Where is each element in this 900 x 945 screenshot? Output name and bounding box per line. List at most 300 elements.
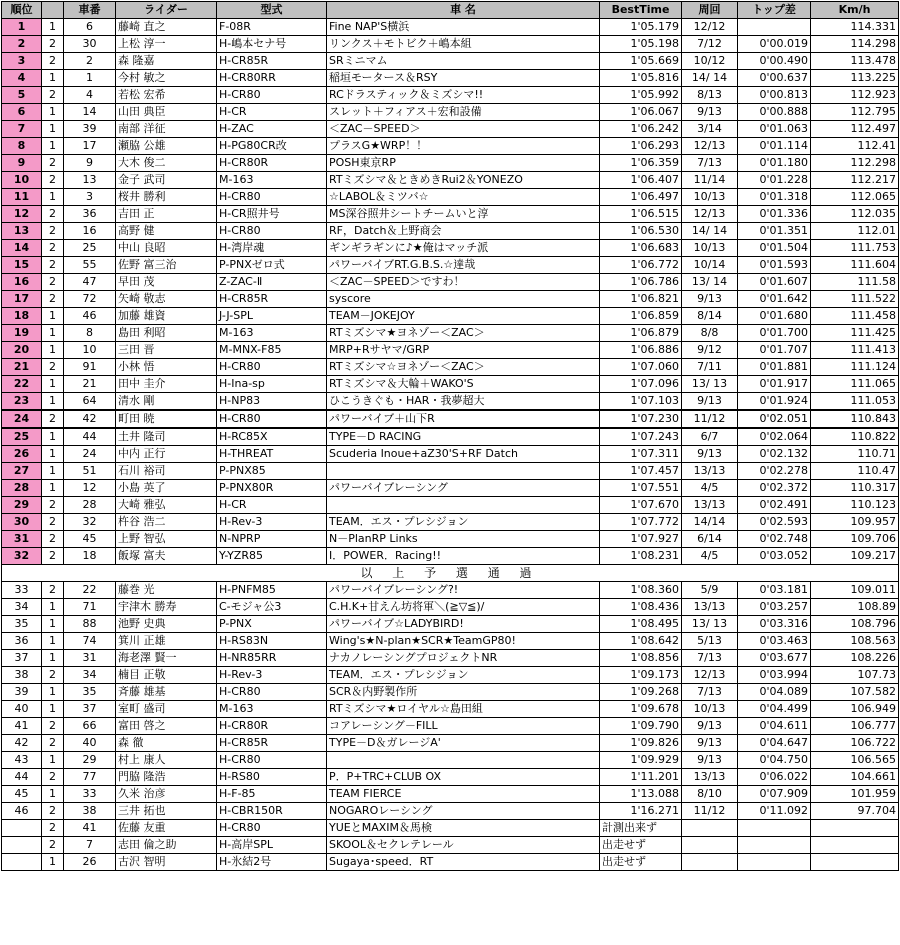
- table-row: [2, 650, 899, 667]
- gap-cell: 0'01.114: [738, 138, 811, 155]
- class-cell: 2: [42, 240, 64, 257]
- class-cell: 1: [42, 308, 64, 325]
- qualified-separator: 以 上 予 選 通 過: [2, 565, 899, 582]
- best-time-cell: 1'09.173: [600, 667, 682, 684]
- best-time-cell: 1'06.067: [600, 104, 682, 121]
- gap-cell: 0'01.707: [738, 342, 811, 359]
- model-cell: H-F-85: [217, 786, 327, 803]
- model-cell: H-CR80: [217, 410, 327, 428]
- rank-cell: 27: [2, 463, 42, 480]
- gap-cell: 0'03.052: [738, 548, 811, 565]
- team-cell: パワーバイブレーシング: [327, 480, 600, 497]
- rank-cell: 13: [2, 223, 42, 240]
- speed-cell: 106.722: [811, 735, 899, 752]
- rider-cell: 久米 治彦: [116, 786, 217, 803]
- best-time-cell: 1'05.179: [600, 19, 682, 36]
- best-time-cell: 1'09.929: [600, 752, 682, 769]
- gap-cell: 0'04.750: [738, 752, 811, 769]
- number-cell: 42: [64, 410, 116, 428]
- laps-cell: 9/13: [682, 752, 738, 769]
- number-cell: 4: [64, 87, 116, 104]
- laps-cell: 13/13: [682, 463, 738, 480]
- model-cell: H-RC85X: [217, 428, 327, 446]
- best-time-cell: 1'06.821: [600, 291, 682, 308]
- model-cell: F-08R: [217, 19, 327, 36]
- model-cell: M-MNX-F85: [217, 342, 327, 359]
- class-cell: 2: [42, 223, 64, 240]
- speed-cell: 107.73: [811, 667, 899, 684]
- rider-cell: 小島 英了: [116, 480, 217, 497]
- speed-cell: 111.053: [811, 393, 899, 411]
- team-cell: パワーバイブレーシング?!: [327, 582, 600, 599]
- class-cell: 1: [42, 70, 64, 87]
- rider-cell: 藤巻 光: [116, 582, 217, 599]
- class-cell: 2: [42, 53, 64, 70]
- number-cell: 29: [64, 752, 116, 769]
- best-time-cell: 1'06.530: [600, 223, 682, 240]
- table-row: [2, 87, 899, 104]
- model-cell: H-PNFM85: [217, 582, 327, 599]
- gap-cell: 0'01.680: [738, 308, 811, 325]
- class-cell: 2: [42, 718, 64, 735]
- class-cell: 1: [42, 786, 64, 803]
- number-cell: 91: [64, 359, 116, 376]
- number-cell: 66: [64, 718, 116, 735]
- table-row: [2, 582, 899, 599]
- model-cell: P-PNX80R: [217, 480, 327, 497]
- gap-cell: [738, 19, 811, 36]
- laps-cell: 11/12: [682, 803, 738, 820]
- table-row: [2, 701, 899, 718]
- class-cell: 2: [42, 531, 64, 548]
- laps-cell: 8/10: [682, 786, 738, 803]
- rank-cell: 5: [2, 87, 42, 104]
- speed-cell: 101.959: [811, 786, 899, 803]
- team-cell: RCドラスティック＆ミズシマ!!: [327, 87, 600, 104]
- laps-cell: 4/5: [682, 480, 738, 497]
- model-cell: H-CR80: [217, 752, 327, 769]
- best-time-cell: 1'05.669: [600, 53, 682, 70]
- model-cell: Y-YZR85: [217, 548, 327, 565]
- rank-cell: 6: [2, 104, 42, 121]
- model-cell: H-氷結2号: [217, 854, 327, 871]
- class-cell: 1: [42, 616, 64, 633]
- laps-cell: 7/13: [682, 155, 738, 172]
- rider-cell: 飯塚 富夫: [116, 548, 217, 565]
- number-cell: 41: [64, 820, 116, 837]
- non-qualified-section: [2, 582, 899, 871]
- table-row: [2, 599, 899, 616]
- class-cell: 2: [42, 291, 64, 308]
- team-cell: N－PlanRP Links: [327, 531, 600, 548]
- table-row: [2, 376, 899, 393]
- team-cell: C.H.K+甘えん坊将軍＼(≧▽≦)/: [327, 599, 600, 616]
- speed-cell: 109.011: [811, 582, 899, 599]
- speed-cell: 108.563: [811, 633, 899, 650]
- gap-cell: 0'00.490: [738, 53, 811, 70]
- number-cell: 31: [64, 650, 116, 667]
- rider-cell: 門脇 隆浩: [116, 769, 217, 786]
- laps-cell: 8/14: [682, 308, 738, 325]
- model-cell: H-CR80R: [217, 155, 327, 172]
- table-row: [2, 497, 899, 514]
- team-cell: POSH東京RP: [327, 155, 600, 172]
- number-cell: 38: [64, 803, 116, 820]
- results-table: [1, 1, 899, 871]
- rank-cell: 42: [2, 735, 42, 752]
- rider-cell: 清水 剛: [116, 393, 217, 411]
- gap-cell: 0'01.180: [738, 155, 811, 172]
- header-laps: 周回: [682, 2, 738, 19]
- team-cell: パワーバイブ＋山下R: [327, 410, 600, 428]
- rank-cell: 28: [2, 480, 42, 497]
- team-cell: RF，Datch＆上野商会: [327, 223, 600, 240]
- header-rider: ライダー: [116, 2, 217, 19]
- best-time-cell: 1'07.230: [600, 410, 682, 428]
- speed-cell: 111.425: [811, 325, 899, 342]
- model-cell: H-Rev-3: [217, 514, 327, 531]
- gap-cell: 0'03.316: [738, 616, 811, 633]
- team-cell: RTミズシマ★ヨネゾー＜ZAC＞: [327, 325, 600, 342]
- model-cell: H-CR: [217, 104, 327, 121]
- team-cell: TEAM－JOKEJOY: [327, 308, 600, 325]
- speed-cell: 104.661: [811, 769, 899, 786]
- gap-cell: 0'03.677: [738, 650, 811, 667]
- best-time-cell: 1'07.927: [600, 531, 682, 548]
- model-cell: H-Ina-sp: [217, 376, 327, 393]
- rider-cell: 田中 圭介: [116, 376, 217, 393]
- model-cell: N-NPRP: [217, 531, 327, 548]
- laps-cell: 10/13: [682, 240, 738, 257]
- laps-cell: 11/14: [682, 172, 738, 189]
- class-cell: 2: [42, 172, 64, 189]
- class-cell: 1: [42, 393, 64, 411]
- best-time-cell: 1'08.642: [600, 633, 682, 650]
- model-cell: P-PNX85: [217, 463, 327, 480]
- number-cell: 71: [64, 599, 116, 616]
- speed-cell: 109.957: [811, 514, 899, 531]
- number-cell: 44: [64, 428, 116, 446]
- number-cell: 2: [64, 53, 116, 70]
- model-cell: H-CR80: [217, 87, 327, 104]
- table-row: [2, 735, 899, 752]
- number-cell: 28: [64, 497, 116, 514]
- gap-cell: 0'01.642: [738, 291, 811, 308]
- class-cell: 1: [42, 599, 64, 616]
- rank-cell: 15: [2, 257, 42, 274]
- table-row: [2, 223, 899, 240]
- best-time-cell: 1'06.407: [600, 172, 682, 189]
- laps-cell: 14/ 14: [682, 223, 738, 240]
- separator-section: [2, 565, 899, 582]
- laps-cell: 9/13: [682, 735, 738, 752]
- best-time-cell: 1'09.826: [600, 735, 682, 752]
- laps-cell: 12/13: [682, 206, 738, 223]
- number-cell: 8: [64, 325, 116, 342]
- best-time-cell: 1'06.772: [600, 257, 682, 274]
- rider-cell: 藤崎 直之: [116, 19, 217, 36]
- class-cell: 2: [42, 735, 64, 752]
- rider-cell: 高野 健: [116, 223, 217, 240]
- speed-cell: 109.217: [811, 548, 899, 565]
- class-cell: 2: [42, 820, 64, 837]
- class-cell: 2: [42, 582, 64, 599]
- best-time-cell: 1'07.311: [600, 446, 682, 463]
- rider-cell: 町田 暁: [116, 410, 217, 428]
- table-row: [2, 633, 899, 650]
- model-cell: M-163: [217, 701, 327, 718]
- team-cell: ☆LABOL＆ミツバ☆: [327, 189, 600, 206]
- laps-cell: 13/ 13: [682, 616, 738, 633]
- speed-cell: 112.217: [811, 172, 899, 189]
- table-row: [2, 393, 899, 411]
- team-cell: Scuderia Inoue+aZ30'S+RF Datch: [327, 446, 600, 463]
- table-row: [2, 446, 899, 463]
- rank-cell: 14: [2, 240, 42, 257]
- speed-cell: 112.065: [811, 189, 899, 206]
- table-row: [2, 138, 899, 155]
- rank-cell: 26: [2, 446, 42, 463]
- laps-cell: 5/13: [682, 633, 738, 650]
- rank-cell: 11: [2, 189, 42, 206]
- best-time-cell: 1'06.242: [600, 121, 682, 138]
- gap-cell: 0'02.051: [738, 410, 811, 428]
- rider-cell: 桜井 勝利: [116, 189, 217, 206]
- rider-cell: 吉田 正: [116, 206, 217, 223]
- number-cell: 12: [64, 480, 116, 497]
- gap-cell: 0'01.700: [738, 325, 811, 342]
- model-cell: H-CR80RR: [217, 70, 327, 87]
- number-cell: 14: [64, 104, 116, 121]
- model-cell: H-CR80R: [217, 718, 327, 735]
- table-row: [2, 752, 899, 769]
- number-cell: 17: [64, 138, 116, 155]
- table-row: [2, 837, 899, 854]
- model-cell: H-嶋本セナ号: [217, 36, 327, 53]
- laps-cell: 9/13: [682, 393, 738, 411]
- laps-cell: 6/7: [682, 428, 738, 446]
- rank-cell: 36: [2, 633, 42, 650]
- header-gap: トップ差: [738, 2, 811, 19]
- table-row: [2, 70, 899, 87]
- table-row: [2, 19, 899, 36]
- rider-cell: 瀬脇 公雄: [116, 138, 217, 155]
- table-row: [2, 616, 899, 633]
- gap-cell: 0'01.593: [738, 257, 811, 274]
- class-cell: 2: [42, 359, 64, 376]
- table-row: [2, 410, 899, 428]
- team-cell: TEAM．エス・プレシジョン: [327, 514, 600, 531]
- model-cell: H-湾岸魂: [217, 240, 327, 257]
- rank-cell: 8: [2, 138, 42, 155]
- model-cell: M-163: [217, 325, 327, 342]
- gap-cell: 0'01.924: [738, 393, 811, 411]
- team-cell: ひこうきぐも・HAR・我夢超大: [327, 393, 600, 411]
- rank-cell: 4: [2, 70, 42, 87]
- number-cell: 72: [64, 291, 116, 308]
- rank-cell: 16: [2, 274, 42, 291]
- gap-cell: 0'01.504: [738, 240, 811, 257]
- best-time-cell: 1'06.886: [600, 342, 682, 359]
- rider-cell: 中内 正行: [116, 446, 217, 463]
- speed-cell: 110.71: [811, 446, 899, 463]
- team-cell: ＜ZAC－SPEED＞: [327, 121, 600, 138]
- model-cell: H-PG80CR改: [217, 138, 327, 155]
- best-time-cell: 1'08.231: [600, 548, 682, 565]
- gap-cell: 0'01.228: [738, 172, 811, 189]
- gap-cell: 0'00.019: [738, 36, 811, 53]
- best-time-cell: 1'06.515: [600, 206, 682, 223]
- model-cell: H-RS83N: [217, 633, 327, 650]
- speed-cell: 112.01: [811, 223, 899, 240]
- best-time-cell: 1'05.992: [600, 87, 682, 104]
- rider-cell: 石川 裕司: [116, 463, 217, 480]
- speed-cell: 107.582: [811, 684, 899, 701]
- laps-cell: 14/ 14: [682, 70, 738, 87]
- class-cell: 1: [42, 701, 64, 718]
- model-cell: H-CBR150R: [217, 803, 327, 820]
- best-time-cell: 1'06.359: [600, 155, 682, 172]
- rank-cell: 22: [2, 376, 42, 393]
- gap-cell: 0'02.593: [738, 514, 811, 531]
- rider-cell: 大木 俊二: [116, 155, 217, 172]
- speed-cell: 110.123: [811, 497, 899, 514]
- speed-cell: 111.604: [811, 257, 899, 274]
- table-row: [2, 684, 899, 701]
- number-cell: 16: [64, 223, 116, 240]
- best-time-cell: 1'08.495: [600, 616, 682, 633]
- speed-cell: 111.458: [811, 308, 899, 325]
- class-cell: 2: [42, 667, 64, 684]
- best-time-cell: 1'16.271: [600, 803, 682, 820]
- table-row: [2, 548, 899, 565]
- laps-cell: 10/14: [682, 257, 738, 274]
- rank-cell: 37: [2, 650, 42, 667]
- speed-cell: 110.47: [811, 463, 899, 480]
- team-cell: [327, 497, 600, 514]
- number-cell: 34: [64, 667, 116, 684]
- model-cell: H-NR85RR: [217, 650, 327, 667]
- number-cell: 45: [64, 531, 116, 548]
- model-cell: C-モジャ公3: [217, 599, 327, 616]
- best-time-cell: 1'08.856: [600, 650, 682, 667]
- laps-cell: 4/5: [682, 548, 738, 565]
- rank-cell: 45: [2, 786, 42, 803]
- gap-cell: 0'03.994: [738, 667, 811, 684]
- model-cell: H-Rev-3: [217, 667, 327, 684]
- class-cell: 2: [42, 410, 64, 428]
- class-cell: 1: [42, 189, 64, 206]
- class-cell: 2: [42, 769, 64, 786]
- laps-cell: 13/13: [682, 599, 738, 616]
- team-cell: ＜ZAC－SPEED＞ですわ！: [327, 274, 600, 291]
- best-time-cell: 1'09.268: [600, 684, 682, 701]
- number-cell: 21: [64, 376, 116, 393]
- team-cell: RTミズシマ＆大輪＋WAKO'S: [327, 376, 600, 393]
- table-row: [2, 257, 899, 274]
- best-time-cell: 1'07.551: [600, 480, 682, 497]
- model-cell: H-THREAT: [217, 446, 327, 463]
- laps-cell: 11/12: [682, 410, 738, 428]
- model-cell: H-CR85R: [217, 53, 327, 70]
- team-cell: 稲垣モータース＆RSY: [327, 70, 600, 87]
- table-row: [2, 718, 899, 735]
- table-row: [2, 667, 899, 684]
- class-cell: 2: [42, 548, 64, 565]
- class-cell: 2: [42, 497, 64, 514]
- rider-cell: 中山 良昭: [116, 240, 217, 257]
- rider-cell: 森 徹: [116, 735, 217, 752]
- model-cell: H-NP83: [217, 393, 327, 411]
- model-cell: H-CR80: [217, 359, 327, 376]
- table-row: [2, 803, 899, 820]
- best-time-cell: 1'06.683: [600, 240, 682, 257]
- rank-cell: 43: [2, 752, 42, 769]
- class-cell: 2: [42, 274, 64, 291]
- speed-cell: 108.796: [811, 616, 899, 633]
- laps-cell: 13/ 14: [682, 274, 738, 291]
- table-row: [2, 240, 899, 257]
- class-cell: 1: [42, 684, 64, 701]
- gap-cell: 0'03.463: [738, 633, 811, 650]
- gap-cell: 0'02.748: [738, 531, 811, 548]
- gap-cell: 0'01.063: [738, 121, 811, 138]
- laps-cell: [682, 837, 738, 854]
- team-cell: TYPE－D RACING: [327, 428, 600, 446]
- speed-cell: 114.298: [811, 36, 899, 53]
- number-cell: 7: [64, 837, 116, 854]
- rank-cell: 34: [2, 599, 42, 616]
- gap-cell: 0'01.318: [738, 189, 811, 206]
- number-cell: 46: [64, 308, 116, 325]
- header-best-time: BestTime: [600, 2, 682, 19]
- laps-cell: 12/13: [682, 667, 738, 684]
- laps-cell: 6/14: [682, 531, 738, 548]
- rank-cell: 19: [2, 325, 42, 342]
- class-cell: 2: [42, 155, 64, 172]
- speed-cell: 114.331: [811, 19, 899, 36]
- model-cell: H-高岸SPL: [217, 837, 327, 854]
- rider-cell: 池野 史典: [116, 616, 217, 633]
- number-cell: 64: [64, 393, 116, 411]
- best-time-cell: 1'07.096: [600, 376, 682, 393]
- team-cell: ナカノレーシングプロジェクトNR: [327, 650, 600, 667]
- number-cell: 55: [64, 257, 116, 274]
- team-cell: SRミニマム: [327, 53, 600, 70]
- number-cell: 22: [64, 582, 116, 599]
- class-cell: 2: [42, 803, 64, 820]
- class-cell: 1: [42, 854, 64, 871]
- speed-cell: 106.777: [811, 718, 899, 735]
- team-cell: RTミズシマ＆ときめきRui2＆YONEZO: [327, 172, 600, 189]
- laps-cell: 12/12: [682, 19, 738, 36]
- gap-cell: [738, 837, 811, 854]
- rider-cell: 楠目 正敬: [116, 667, 217, 684]
- team-cell: リンクス＋モトビク＋嶋本組: [327, 36, 600, 53]
- best-time-cell: 1'07.103: [600, 393, 682, 411]
- laps-cell: 5/9: [682, 582, 738, 599]
- model-cell: H-CR80: [217, 223, 327, 240]
- model-cell: H-RS80: [217, 769, 327, 786]
- number-cell: 30: [64, 36, 116, 53]
- number-cell: 74: [64, 633, 116, 650]
- table-row: [2, 769, 899, 786]
- model-cell: H-CR80: [217, 820, 327, 837]
- model-cell: J-J-SPL: [217, 308, 327, 325]
- laps-cell: 9/13: [682, 446, 738, 463]
- laps-cell: 8/13: [682, 87, 738, 104]
- rank-cell: 2: [2, 36, 42, 53]
